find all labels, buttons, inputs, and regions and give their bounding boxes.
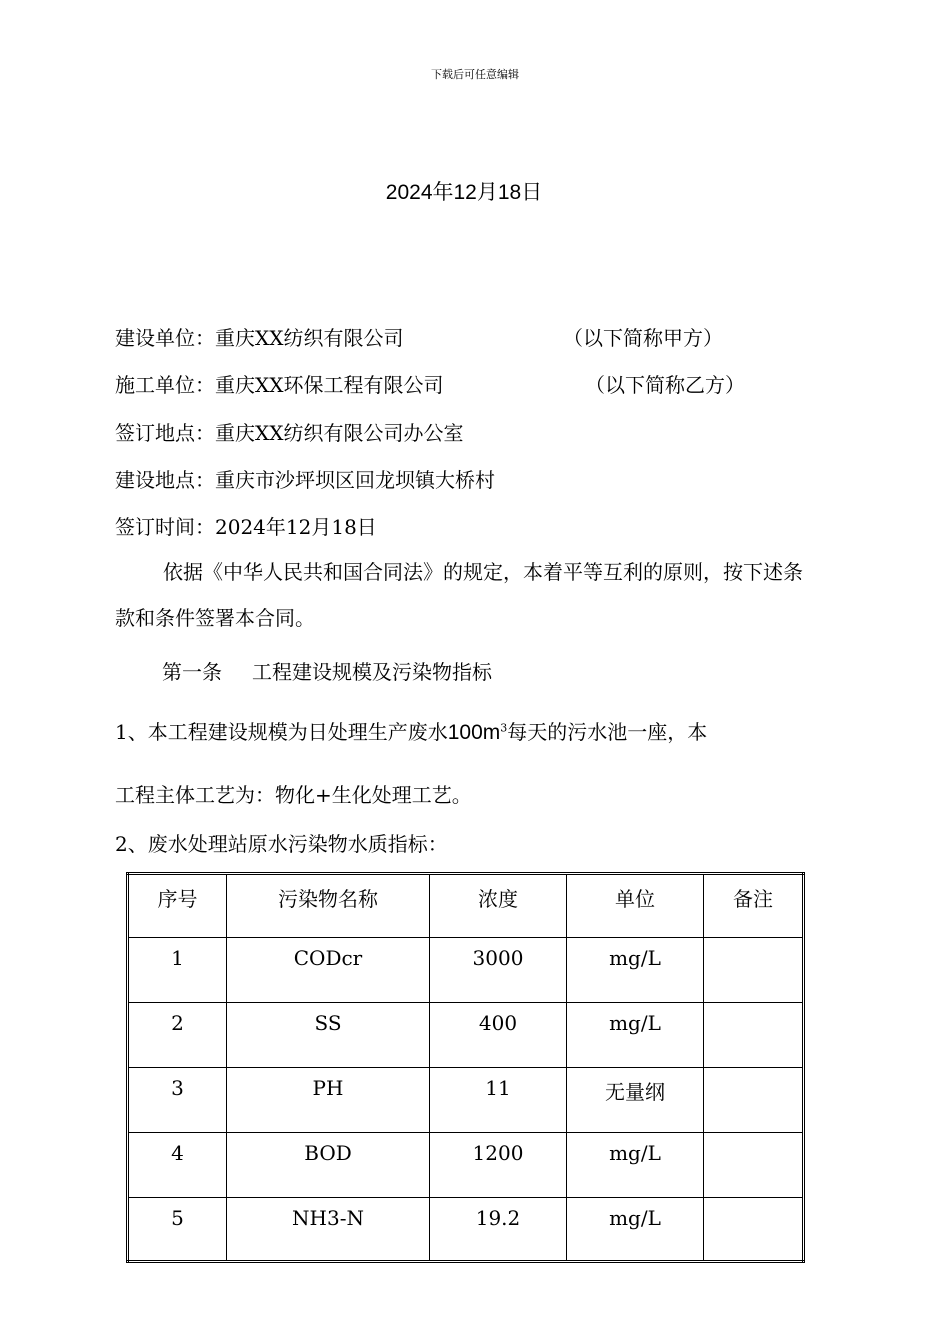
info-label: 签订时间： bbox=[115, 515, 215, 539]
cell-remark bbox=[704, 1132, 804, 1197]
cell-remark bbox=[704, 938, 804, 1003]
cell-seq: 4 bbox=[128, 1132, 227, 1197]
item-1-suffix: 每天的污水池一座，本 bbox=[507, 720, 708, 744]
info-line-signing-time bbox=[115, 511, 377, 540]
info-label: 施工单位： bbox=[115, 373, 215, 397]
cell-unit: mg/L bbox=[567, 1132, 704, 1197]
info-line-build-site bbox=[115, 464, 495, 493]
capacity-amount: 100m bbox=[447, 721, 501, 744]
cell-seq: 2 bbox=[128, 1003, 227, 1068]
info-value: 2024年12月18日 bbox=[215, 515, 377, 539]
party-b-note: （以下简称乙方） bbox=[585, 373, 745, 397]
pollutant-table bbox=[126, 872, 805, 1263]
table-row bbox=[128, 938, 804, 1003]
info-line-builder bbox=[115, 322, 403, 351]
cell-unit: 无量纲 bbox=[567, 1068, 704, 1132]
cell-concentration: 19.2 bbox=[430, 1197, 567, 1261]
cell-seq: 5 bbox=[128, 1197, 227, 1261]
header-remark: 备注 bbox=[704, 874, 804, 938]
info-value: 重庆市沙坪坝区回龙坝镇大桥村 bbox=[215, 468, 495, 492]
cell-pollutant: SS bbox=[227, 1003, 430, 1068]
header-pollutant: 污染物名称 bbox=[227, 874, 430, 938]
cell-pollutant: PH bbox=[227, 1068, 430, 1132]
header-unit: 单位 bbox=[567, 874, 704, 938]
party-a-note: （以下简称甲方） bbox=[563, 326, 723, 350]
cell-remark bbox=[704, 1197, 804, 1261]
header-concentration: 浓度 bbox=[430, 874, 567, 938]
cell-pollutant: BOD bbox=[227, 1132, 430, 1197]
info-value: 重庆XX纺织有限公司办公室 bbox=[215, 421, 464, 445]
cell-unit: mg/L bbox=[567, 938, 704, 1003]
intro-paragraph: 依据《中华人民共和国合同法》的规定，本着平等互利的原则，按下述条款和条件签署本合同。 bbox=[115, 560, 803, 630]
cell-concentration: 3000 bbox=[430, 938, 567, 1003]
item-1-line-1 bbox=[115, 716, 707, 745]
table-header-row bbox=[128, 874, 804, 938]
table-row bbox=[128, 1197, 804, 1261]
cell-remark bbox=[704, 1003, 804, 1068]
info-value: 重庆XX纺织有限公司 bbox=[215, 326, 404, 350]
table-row bbox=[128, 1132, 804, 1197]
article-heading bbox=[162, 656, 492, 685]
cell-pollutant: NH3-N bbox=[227, 1197, 430, 1261]
cell-concentration: 11 bbox=[430, 1068, 567, 1132]
article-title: 工程建设规模及污染物指标 bbox=[252, 660, 492, 684]
info-label: 建设地点： bbox=[115, 468, 215, 492]
info-line-contractor bbox=[115, 369, 443, 398]
capacity-unit-exponent: 3 bbox=[500, 721, 508, 735]
page-header: 下载后可任意编辑 bbox=[431, 68, 519, 81]
cell-concentration: 1200 bbox=[430, 1132, 567, 1197]
item-1-prefix: 1、本工程建设规模为日处理生产废水 bbox=[115, 720, 448, 744]
info-label: 建设单位： bbox=[115, 326, 215, 350]
cell-unit: mg/L bbox=[567, 1197, 704, 1261]
info-value: 重庆XX环保工程有限公司 bbox=[215, 373, 444, 397]
table-row bbox=[128, 1003, 804, 1068]
cell-seq: 3 bbox=[128, 1068, 227, 1132]
cell-pollutant: CODcr bbox=[227, 938, 430, 1003]
item-1-line-2: 工程主体工艺为：物化+生化处理工艺。 bbox=[115, 783, 472, 807]
header-seq: 序号 bbox=[128, 874, 227, 938]
article-number: 第一条 bbox=[162, 660, 222, 684]
cell-unit: mg/L bbox=[567, 1003, 704, 1068]
table-row bbox=[128, 1068, 804, 1132]
cell-seq: 1 bbox=[128, 938, 227, 1003]
cell-remark bbox=[704, 1068, 804, 1132]
item-2-line: 2、废水处理站原水污染物水质指标： bbox=[115, 832, 448, 856]
info-label: 签订地点： bbox=[115, 421, 215, 445]
info-line-signing-place bbox=[115, 417, 463, 446]
cell-concentration: 400 bbox=[430, 1003, 567, 1068]
document-date: 2024年12月18日 bbox=[385, 181, 543, 204]
